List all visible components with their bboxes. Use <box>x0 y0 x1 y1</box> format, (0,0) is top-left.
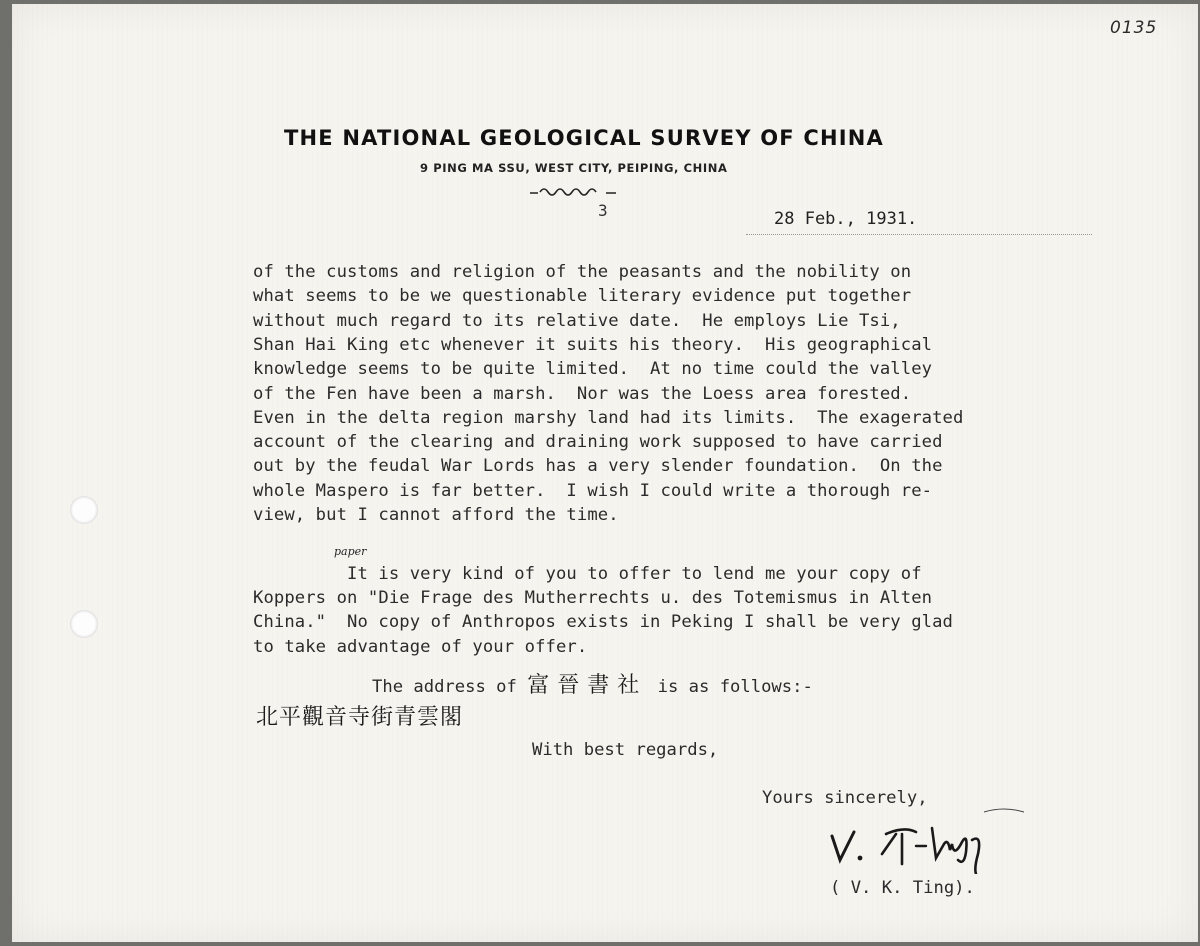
address-intro-line <box>372 668 813 699</box>
date-underline <box>746 234 1092 235</box>
handwritten-signature <box>824 804 1054 874</box>
address-cjk: 北平觀音寺街青雲閣 <box>256 705 464 730</box>
body-line: whole Maspero is far better. I wish I could write a thorough re- <box>253 480 933 501</box>
body-line: to take advantage of your offer. <box>253 636 588 657</box>
address-intro-text: The address of <box>372 677 517 697</box>
body-line: without much regard to its relative date. He employs Lie Tsi, <box>253 310 901 331</box>
letter-date: 28 Feb., 1931. <box>774 209 918 229</box>
typed-signature: ( V. K. Ting). <box>830 878 975 898</box>
body-line: of the Fen have been a marsh. Nor was the Loess area forested. <box>253 383 912 404</box>
body-line: account of the clearing and draining work supposed to have carried <box>253 432 943 453</box>
body-line: It is very kind of you to offer to lend me your copy of <box>253 563 922 584</box>
letterhead-title: THE NATIONAL GEOLOGICAL SURVEY OF CHINA <box>284 126 884 150</box>
body-line: out by the feudal War Lords has a very slender foundation. On the <box>253 456 943 477</box>
punch-hole-lower <box>70 610 98 638</box>
closing-line: Yours sincerely, <box>762 788 928 808</box>
body-line: of the customs and religion of the peasants and the nobility on <box>253 262 912 282</box>
bookshop-name-cjk: 富晉書社 <box>527 673 648 698</box>
body-line: knowledge seems to be quite limited. At no time could the valley <box>253 359 933 380</box>
body-line: Koppers on "Die Frage des Mutherrechts u. des Totemismus in Alten <box>253 587 933 608</box>
address-intro-end: is as follows:- <box>657 677 813 697</box>
body-line: Shan Hai King etc whenever it suits his theory. His geographical <box>253 334 933 355</box>
letter-sheet <box>12 4 1198 942</box>
regards-line: With best regards, <box>532 740 719 760</box>
punch-hole-upper <box>70 496 98 524</box>
handwritten-insert: paper <box>334 545 367 558</box>
letterhead-address: 9 PING MA SSU, WEST CITY, PEIPING, CHINA <box>420 161 728 175</box>
body-line: Even in the delta region marshy land had its limits. The exagerated <box>253 407 964 428</box>
archive-number: 0135 <box>1110 18 1158 38</box>
ornament-divider <box>528 185 618 199</box>
body-line: view, but I cannot afford the time. <box>253 505 619 525</box>
body-line: what seems to be we questionable literary evidence put together <box>253 286 912 307</box>
page-number: 3 <box>598 201 608 220</box>
body-line: China." No copy of Anthropos exists in Peking I shall be very glad <box>253 612 953 633</box>
